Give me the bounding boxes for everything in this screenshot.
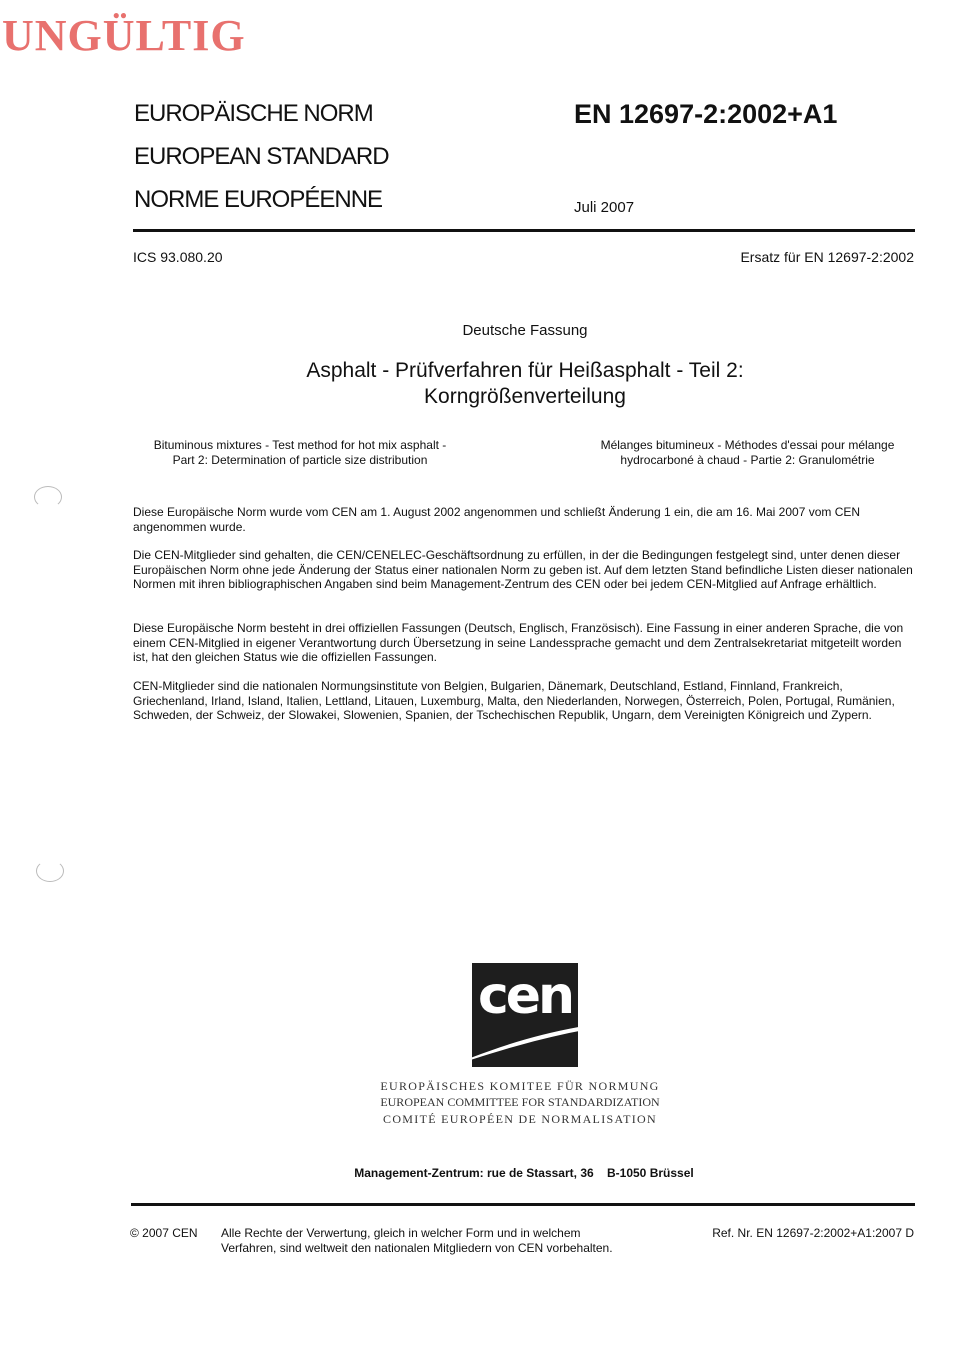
norm-title-de: EUROPÄISCHE NORM: [134, 100, 373, 127]
reference-number: Ref. Nr. EN 12697-2:2002+A1:2007 D: [712, 1226, 914, 1240]
invalid-stamp: UNGÜLTIG: [2, 11, 246, 60]
paragraph-regulations: Die CEN-Mitglieder sind gehalten, die CEN/CENELEC-Geschäftsordnung zu erfüllen, in der die Bedingungen festgelegt sind, unter denen dieser Europäischen Norm ohne jede Änderung der Status einer nationalen Norm zu geben ist. Auf dem letzten Stand befindliche Listen dieser nationalen Normen mit ihren bibliographischen Angaben sind beim Management-Zentrum des CEN oder bei jedem CEN-Mitglied auf Anfrage erhältlich.: [133, 548, 913, 592]
paragraph-members: CEN-Mitglieder sind die nationalen Normungsinstitute von Belgien, Bulgarien, Dänemark, Deutschland, Estland, Finnland, Frankreich, Griechenland, Irland, Island, Italien, Lettland, Litauen, Luxemburg, Malta, den Niederlanden, Norwegen, Österreich, Polen, Portugal, Rumänien, Schweden, der Schweiz, der Slowakei, Slowenien, Spanien, der Tschechischen Republik, Ungarn, dem Vereinigten Königreich und Zypern.: [133, 679, 895, 723]
rights-notice-line2: Verfahren, sind weltweit den nationalen Mitgliedern von CEN vorbehalten.: [221, 1240, 613, 1255]
management-centre-address: Management-Zentrum: rue de Stassart, 36 B-1050 Brüssel: [354, 1166, 694, 1180]
norm-title-en: EUROPEAN STANDARD: [134, 143, 389, 170]
norm-title-fr: NORME EUROPÉENNE: [134, 186, 383, 213]
cen-logo: [472, 963, 578, 1067]
paragraph-languages: Diese Europäische Norm besteht in drei offiziellen Fassungen (Deutsch, Englisch, Französisch). Eine Fassung in einer anderen Sprache, die von einem CEN-Mitglied in eigener Verantwortung durch Übersetzung in seine Landessprache gemacht und dem Zentralsekretariat mitgeteilt worden ist, hat den gleichen Status wie die offiziellen Fassungen.: [133, 621, 904, 665]
ics-code: ICS 93.080.20: [133, 249, 223, 265]
title-french-line2: hydrocarboné à chaud - Partie 2: Granulométrie: [620, 453, 875, 467]
publication-date: Juli 2007: [574, 199, 635, 216]
committee-name-fr: COMITÉ EUROPÉEN DE NORMALISATION: [383, 1112, 657, 1126]
cen-logo-text: cen: [477, 966, 573, 1026]
title-english-line1: Bituminous mixtures - Test method for hot mix asphalt -: [153, 438, 447, 452]
document-title-line1: Asphalt - Prüfverfahren für Heißasphalt - Teil 2:: [306, 359, 744, 382]
replaces-note: Ersatz für EN 12697-2:2002: [740, 249, 914, 265]
committee-name-en: EUROPEAN COMMITTEE FOR STANDARDIZATION: [380, 1095, 660, 1109]
scan-mark: [34, 486, 62, 508]
cen-logo-graphic: [472, 963, 578, 1067]
title-french-line1: Mélanges bitumineux - Méthodes d'essai pour mélange: [600, 438, 895, 452]
copyright: © 2007 CEN: [130, 1226, 198, 1240]
footer-divider: [131, 1203, 915, 1206]
title-french: [580, 438, 915, 468]
rights-notice: [221, 1226, 661, 1255]
rights-notice-line1: Alle Rechte der Verwertung, gleich in welcher Form und in welchem: [221, 1226, 581, 1240]
committee-name-de: EUROPÄISCHES KOMITEE FÜR NORMUNG: [380, 1079, 660, 1093]
document-title: [0, 358, 970, 410]
paragraph-adoption: Diese Europäische Norm wurde vom CEN am 1. August 2002 angenommen und schließt Änderung 1 ein, die am 16. Mai 2007 vom CEN angenommen wurde.: [133, 505, 861, 534]
header-divider: [133, 229, 915, 232]
standard-number: EN 12697-2:2002+A1: [574, 99, 838, 129]
title-english-line2: Part 2: Determination of particle size distribution: [172, 453, 428, 467]
scan-mark: [36, 860, 64, 882]
language-version: Deutsche Fassung: [462, 322, 588, 339]
title-english: [130, 438, 470, 468]
document-title-line2: Korngrößenverteilung: [424, 385, 626, 408]
